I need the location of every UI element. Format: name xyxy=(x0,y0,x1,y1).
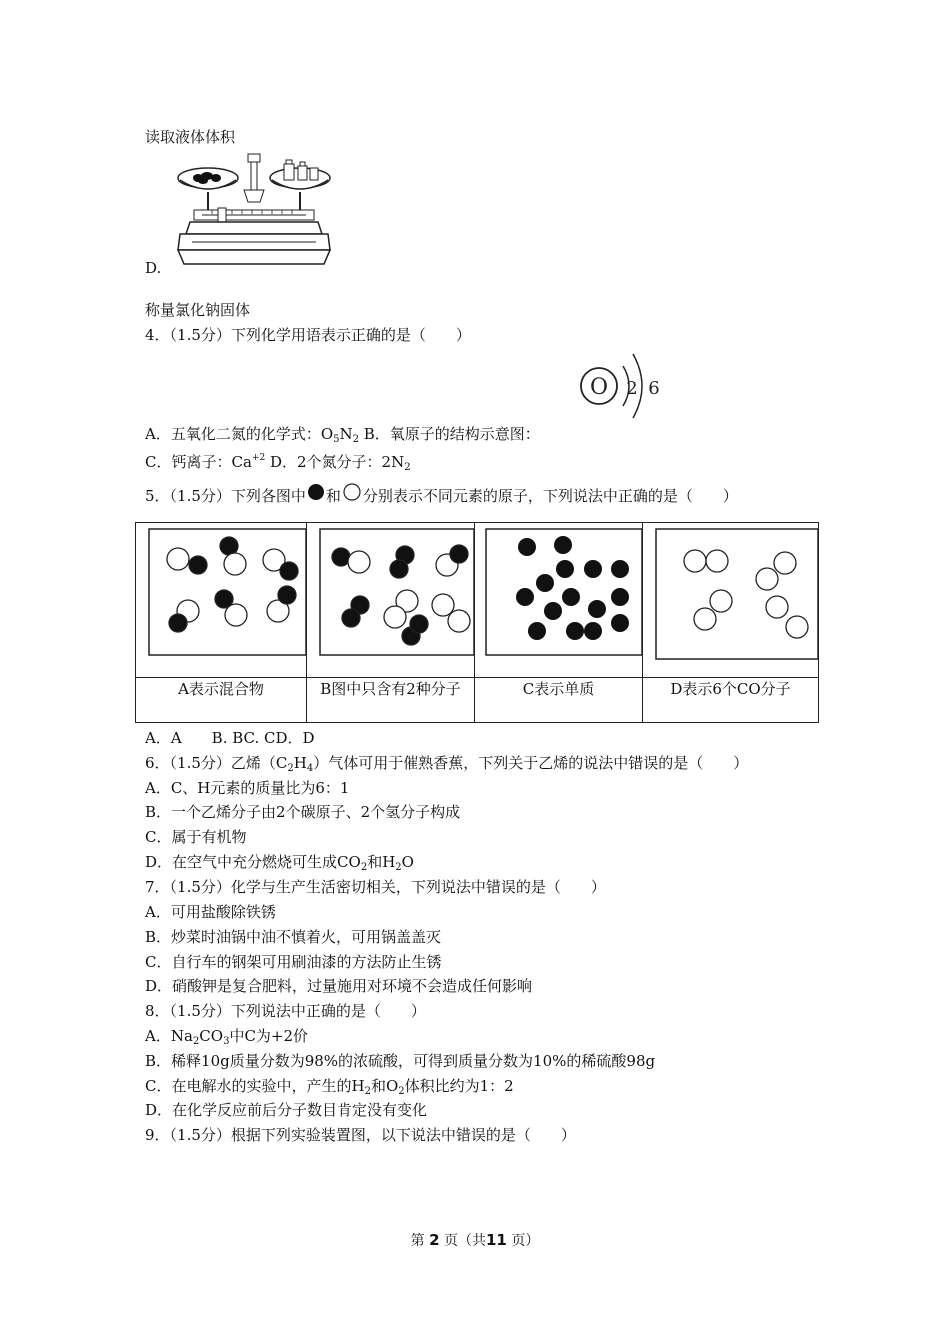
shell1-count: 2 xyxy=(626,378,638,399)
q6-option-a: A．C、H元素的质量比为6：1 xyxy=(145,779,350,797)
white-atom-icon xyxy=(341,483,363,503)
q7-option-d: D．硝酸钾是复合肥料，过量施用对环境不会造成任何影响 xyxy=(145,977,533,995)
q5-stem: 5．（1.5分）下列各图中 和 分别表示不同元素的原子，下列说法中正确的是（ ） xyxy=(145,483,738,506)
q6-stem: 6．（1.5分）乙烯$(C_2H_4)$气体可用于催熟香蕉，下列关于乙烯的说法中错误的是（ ） xyxy=(145,754,749,774)
q6-option-b: B．一个乙烯分子由2个碳原子、2个氢分子构成 xyxy=(145,803,461,821)
option-d-caption: 称量氯化钠固体 xyxy=(145,301,251,319)
oxygen-atom-structure-diagram xyxy=(575,344,665,436)
nucleus-label: O xyxy=(589,375,609,400)
q7-option-c: C．自行车的钢架可用刷油漆的方法防止生锈 xyxy=(145,953,442,971)
balance-scale-image xyxy=(172,150,332,272)
panel-d xyxy=(643,523,819,678)
shell2-count: 6 xyxy=(648,378,660,399)
q7-option-b: B．炒菜时油锅中油不慎着火，可用锅盖盖灭 xyxy=(145,928,442,946)
q8-option-c: C．在电解水的实验中，产生的$H_2$和$O_2$体积比约为1：2 xyxy=(145,1077,514,1097)
option-c-caption: 读取液体体积 xyxy=(145,128,236,146)
q4-option-c-d: C．钙离子：$Ca^{+2}$ D．2个氮分子：$2N_2$ xyxy=(145,453,411,473)
q8-option-b: B．稀释10g质量分数为98%的浓硫酸，可得到质量分数为10%的稀硫酸98g xyxy=(145,1052,656,1070)
q6-option-d: D．在空气中充分燃烧可生成$CO_2$和$H_2O$ xyxy=(145,853,414,873)
page-number: 2 xyxy=(429,1231,440,1249)
q4-option-a-b: A．五氧化二氮的化学式：$O_5N_2$ B．氧原子的结构示意图： xyxy=(145,425,540,445)
caption-a: A表示混合物 xyxy=(136,678,307,723)
panel-c xyxy=(475,523,643,678)
q8-option-a: A．$Na_2CO_3$中C为+2价 xyxy=(145,1027,309,1047)
panel-b xyxy=(307,523,475,678)
q7-stem: 7．（1.5分）化学与生产生活密切相关，下列说法中错误的是（ ） xyxy=(145,878,606,896)
total-pages: 11 xyxy=(486,1231,507,1249)
caption-b: B图中只含有2种分子 xyxy=(307,678,475,723)
q5-options: A．A B. BC. CD．D xyxy=(145,729,315,747)
q8-stem: 8．（1.5分）下列说法中正确的是（ ） xyxy=(145,1002,426,1020)
panel-a xyxy=(136,523,307,678)
black-atom-icon xyxy=(306,483,326,503)
molecule-diagram-table xyxy=(135,522,819,723)
caption-c: C表示单质 xyxy=(475,678,643,723)
q6-option-c: C．属于有机物 xyxy=(145,828,247,846)
q9-stem: 9．（1.5分）根据下列实验装置图，以下说法中错误的是（ ） xyxy=(145,1126,576,1144)
option-d-label: D. xyxy=(145,259,162,277)
q4-stem: 4．（1.5分）下列化学用语表示正确的是（ ） xyxy=(145,326,471,344)
q7-option-a: A．可用盐酸除铁锈 xyxy=(145,903,276,921)
caption-d: D表示6个CO分子 xyxy=(643,678,819,723)
page-footer: 第 2 页（共11 页） xyxy=(410,1231,540,1249)
q8-option-d: D．在化学反应前后分子数目肯定没有变化 xyxy=(145,1101,428,1119)
